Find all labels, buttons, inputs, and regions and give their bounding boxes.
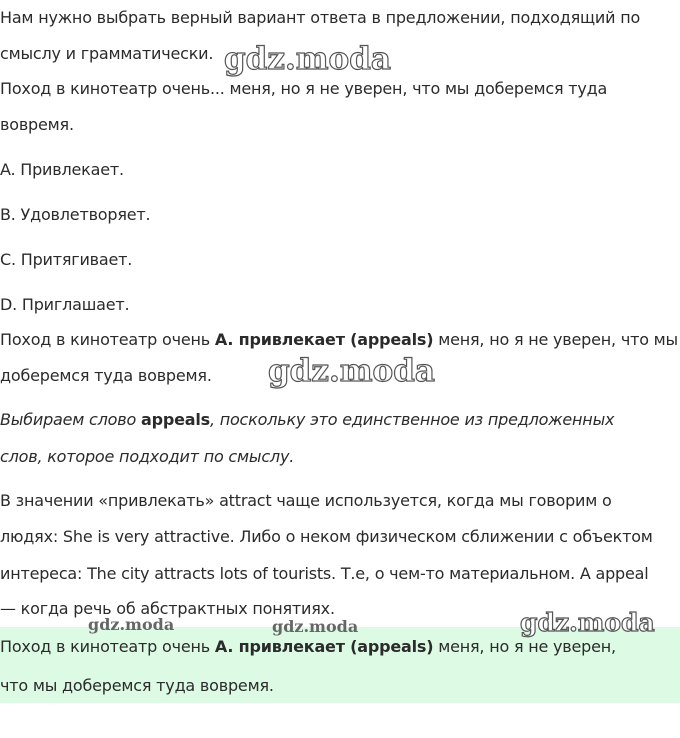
option-d: D. Приглашает. [0,295,130,314]
watermark: gdz.moda [520,608,655,637]
note-line-4: — когда речь об абстрактных понятиях. [0,599,335,618]
intro-line-2: смыслу и грамматически. [0,44,214,63]
explanation-line-1 [0,410,614,430]
final-answer-pre: Поход в кинотеатр очень [0,637,215,656]
explanation-bold: appeals [140,410,210,429]
watermark: gdz.moda [268,353,435,389]
answer-sentence-pre: Поход в кинотеатр очень [0,330,215,349]
answer-sentence-post: меня, но я не уверен, что мы [433,330,678,349]
final-answer-post: меня, но я не уверен, [433,637,616,656]
answer-sentence-line-2: доберемся туда вовремя. [0,366,212,385]
answer-sentence-line-1 [0,330,678,350]
question-line-2: вовремя. [0,115,74,134]
watermark: gdz.moda [272,617,359,636]
note-line-3: интереса: The city attracts lots of tourists. Т.е, о чем-то материальном. А appeal [0,564,649,583]
note-line-2: людях: She is very attractive. Либо о неком физическом сближении с объектом [0,527,653,546]
final-answer-bold: A. привлекает (appeals) [214,637,434,656]
watermark: gdz.moda [88,615,175,634]
intro-line-1: Нам нужно выбрать верный вариант ответа в предложении, подходящий по [0,8,641,27]
question-line-1: Поход в кинотеатр очень... меня, но я не уверен, что мы доберемся туда [0,79,608,98]
option-c: C. Притягивает. [0,250,133,269]
final-answer-line-1 [0,637,616,657]
explanation-post: , поскольку это единственное из предложенных [209,410,615,429]
final-answer-line-2: что мы доберемся туда вовремя. [0,676,274,695]
explanation-line-2: слов, которое подходит по смыслу. [0,447,295,466]
explanation-pre: Выбираем слово [0,410,141,429]
watermark: gdz.moda [224,41,391,77]
note-line-1: В значении «привлекать» attract чаще используется, когда мы говорим о [0,491,612,510]
option-b: B. Удовлетворяет. [0,205,151,224]
answer-sentence-bold: A. привлекает (appeals) [214,330,434,349]
option-a: A. Привлекает. [0,160,124,179]
